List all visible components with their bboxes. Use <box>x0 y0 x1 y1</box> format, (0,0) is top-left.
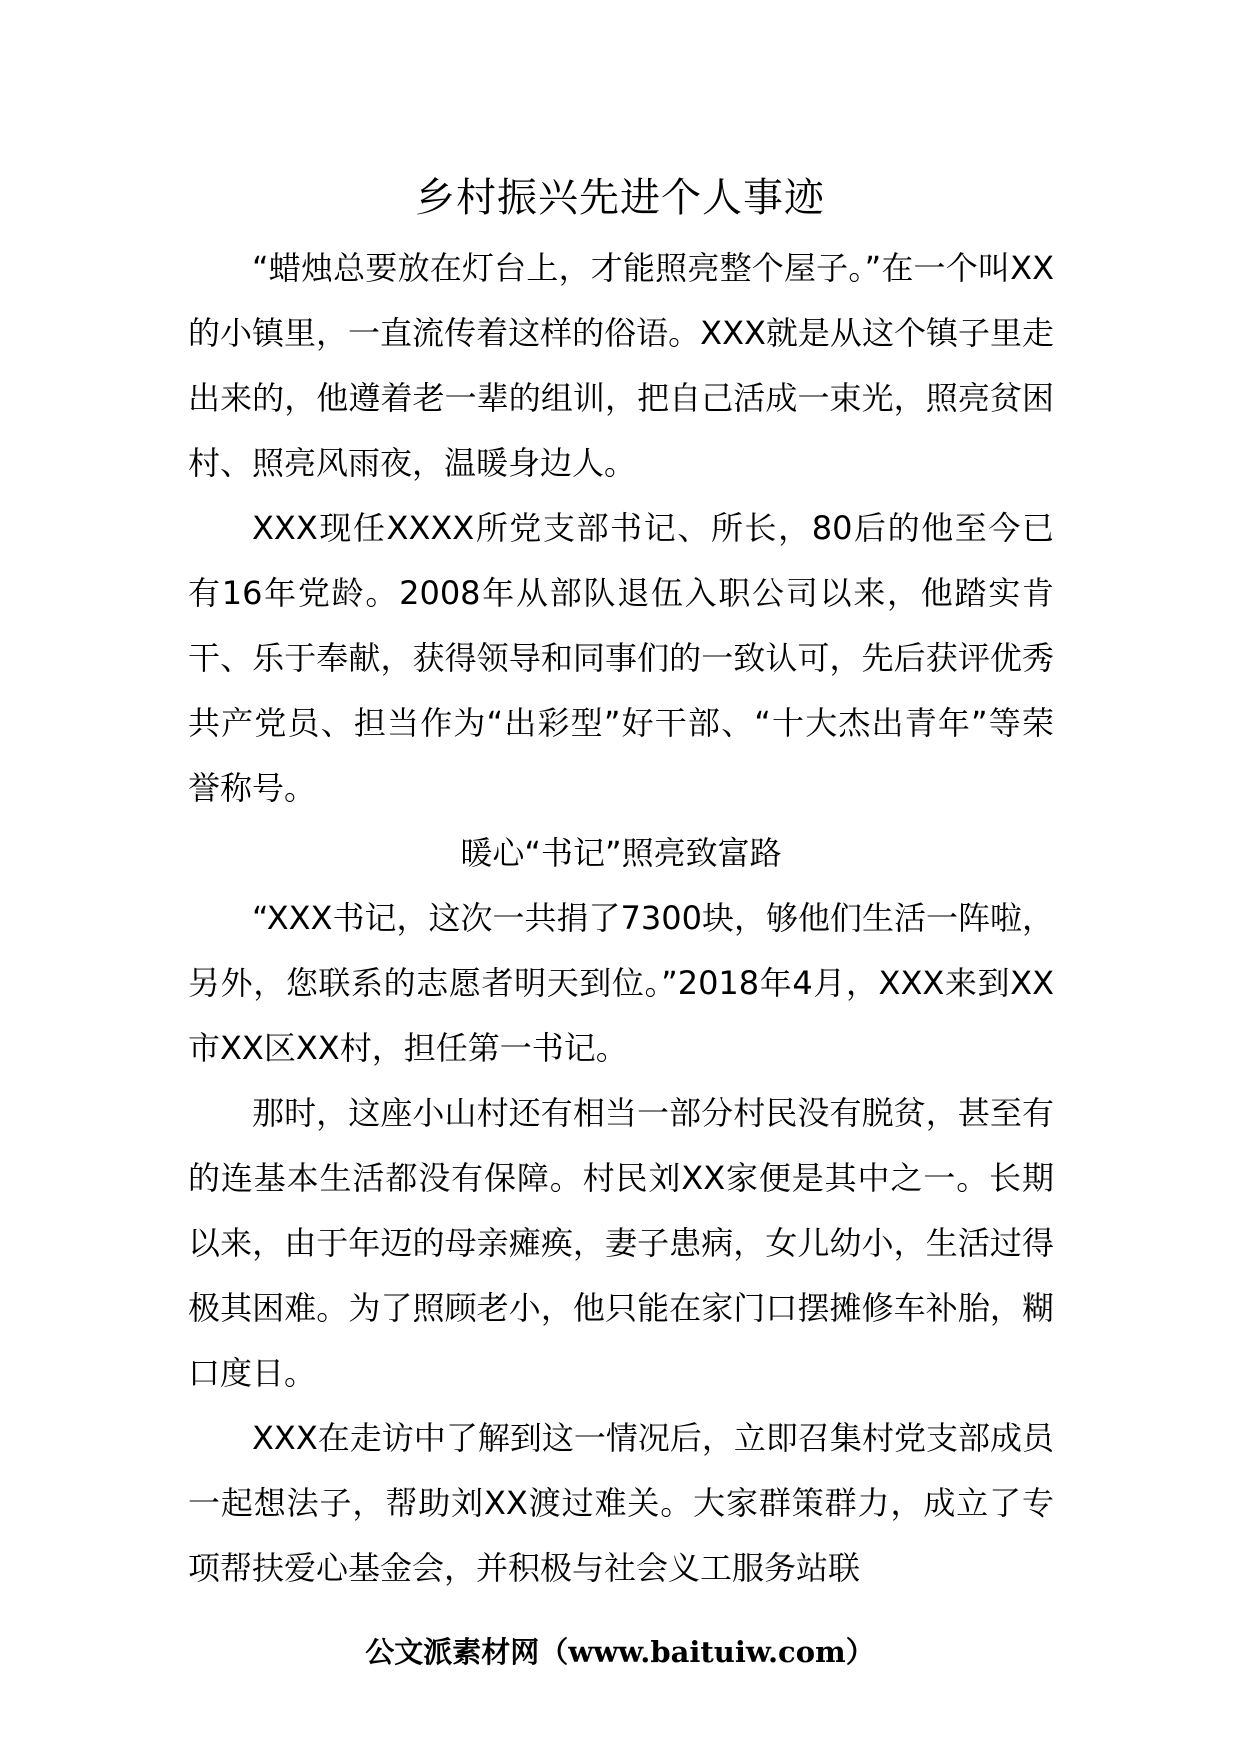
paragraph-village: 那时，这座小山村还有相当一部分村民没有脱贫，甚至有的连基本生活都没有保障。村民刘XX家便是其中之一。长期以来，由于年迈的母亲瘫痪，妻子患病，女儿幼小，生活过得极其困难。为了照顾老小，他只能在家门口摆摊修车补胎，糊口度日。 <box>188 1094 1054 1392</box>
document-title: 乡村振兴先进个人事迹 <box>415 175 825 221</box>
document-body <box>188 236 1054 1601</box>
paragraph-profile: XXX现任XXXX所党支部书记、所长，80后的他至今已有16年党龄。2008年从部队退伍入职公司以来，他踏实肯干、乐于奉献，获得领导和同事们的一致认可，先后获评优秀共产党员、担当作为“出彩型”好干部、“十大杰出青年”等荣誉称号。 <box>188 509 1054 807</box>
paragraph-intro: “蜡烛总要放在灯台上，才能照亮整个屋子。”在一个叫XX的小镇里，一直流传着这样的俗语。XXX就是从这个镇子里走出来的，他遵着老一辈的组训，把自己活成一束光，照亮贫困村、照亮风雨夜，温暖身边人。 <box>188 249 1054 482</box>
paragraph-help: XXX在走访中了解到这一情况后，立即召集村党支部成员一起想法子，帮助刘XX渡过难关。大家群策群力，成立了专项帮扶爱心基金会，并积极与社会义工服务站联 <box>188 1419 1054 1587</box>
section-subheading: 暖心“书记”照亮致富路 <box>460 834 782 872</box>
footer-source: 公文派素材网（www.baituiw.com） <box>365 1635 875 1669</box>
paragraph-donation: “XXX书记，这次一共捐了7300块，够他们生活一阵啦，另外，您联系的志愿者明天到位。”2018年4月，XXX来到XX市XX区XX村，担任第一书记。 <box>188 899 1054 1067</box>
